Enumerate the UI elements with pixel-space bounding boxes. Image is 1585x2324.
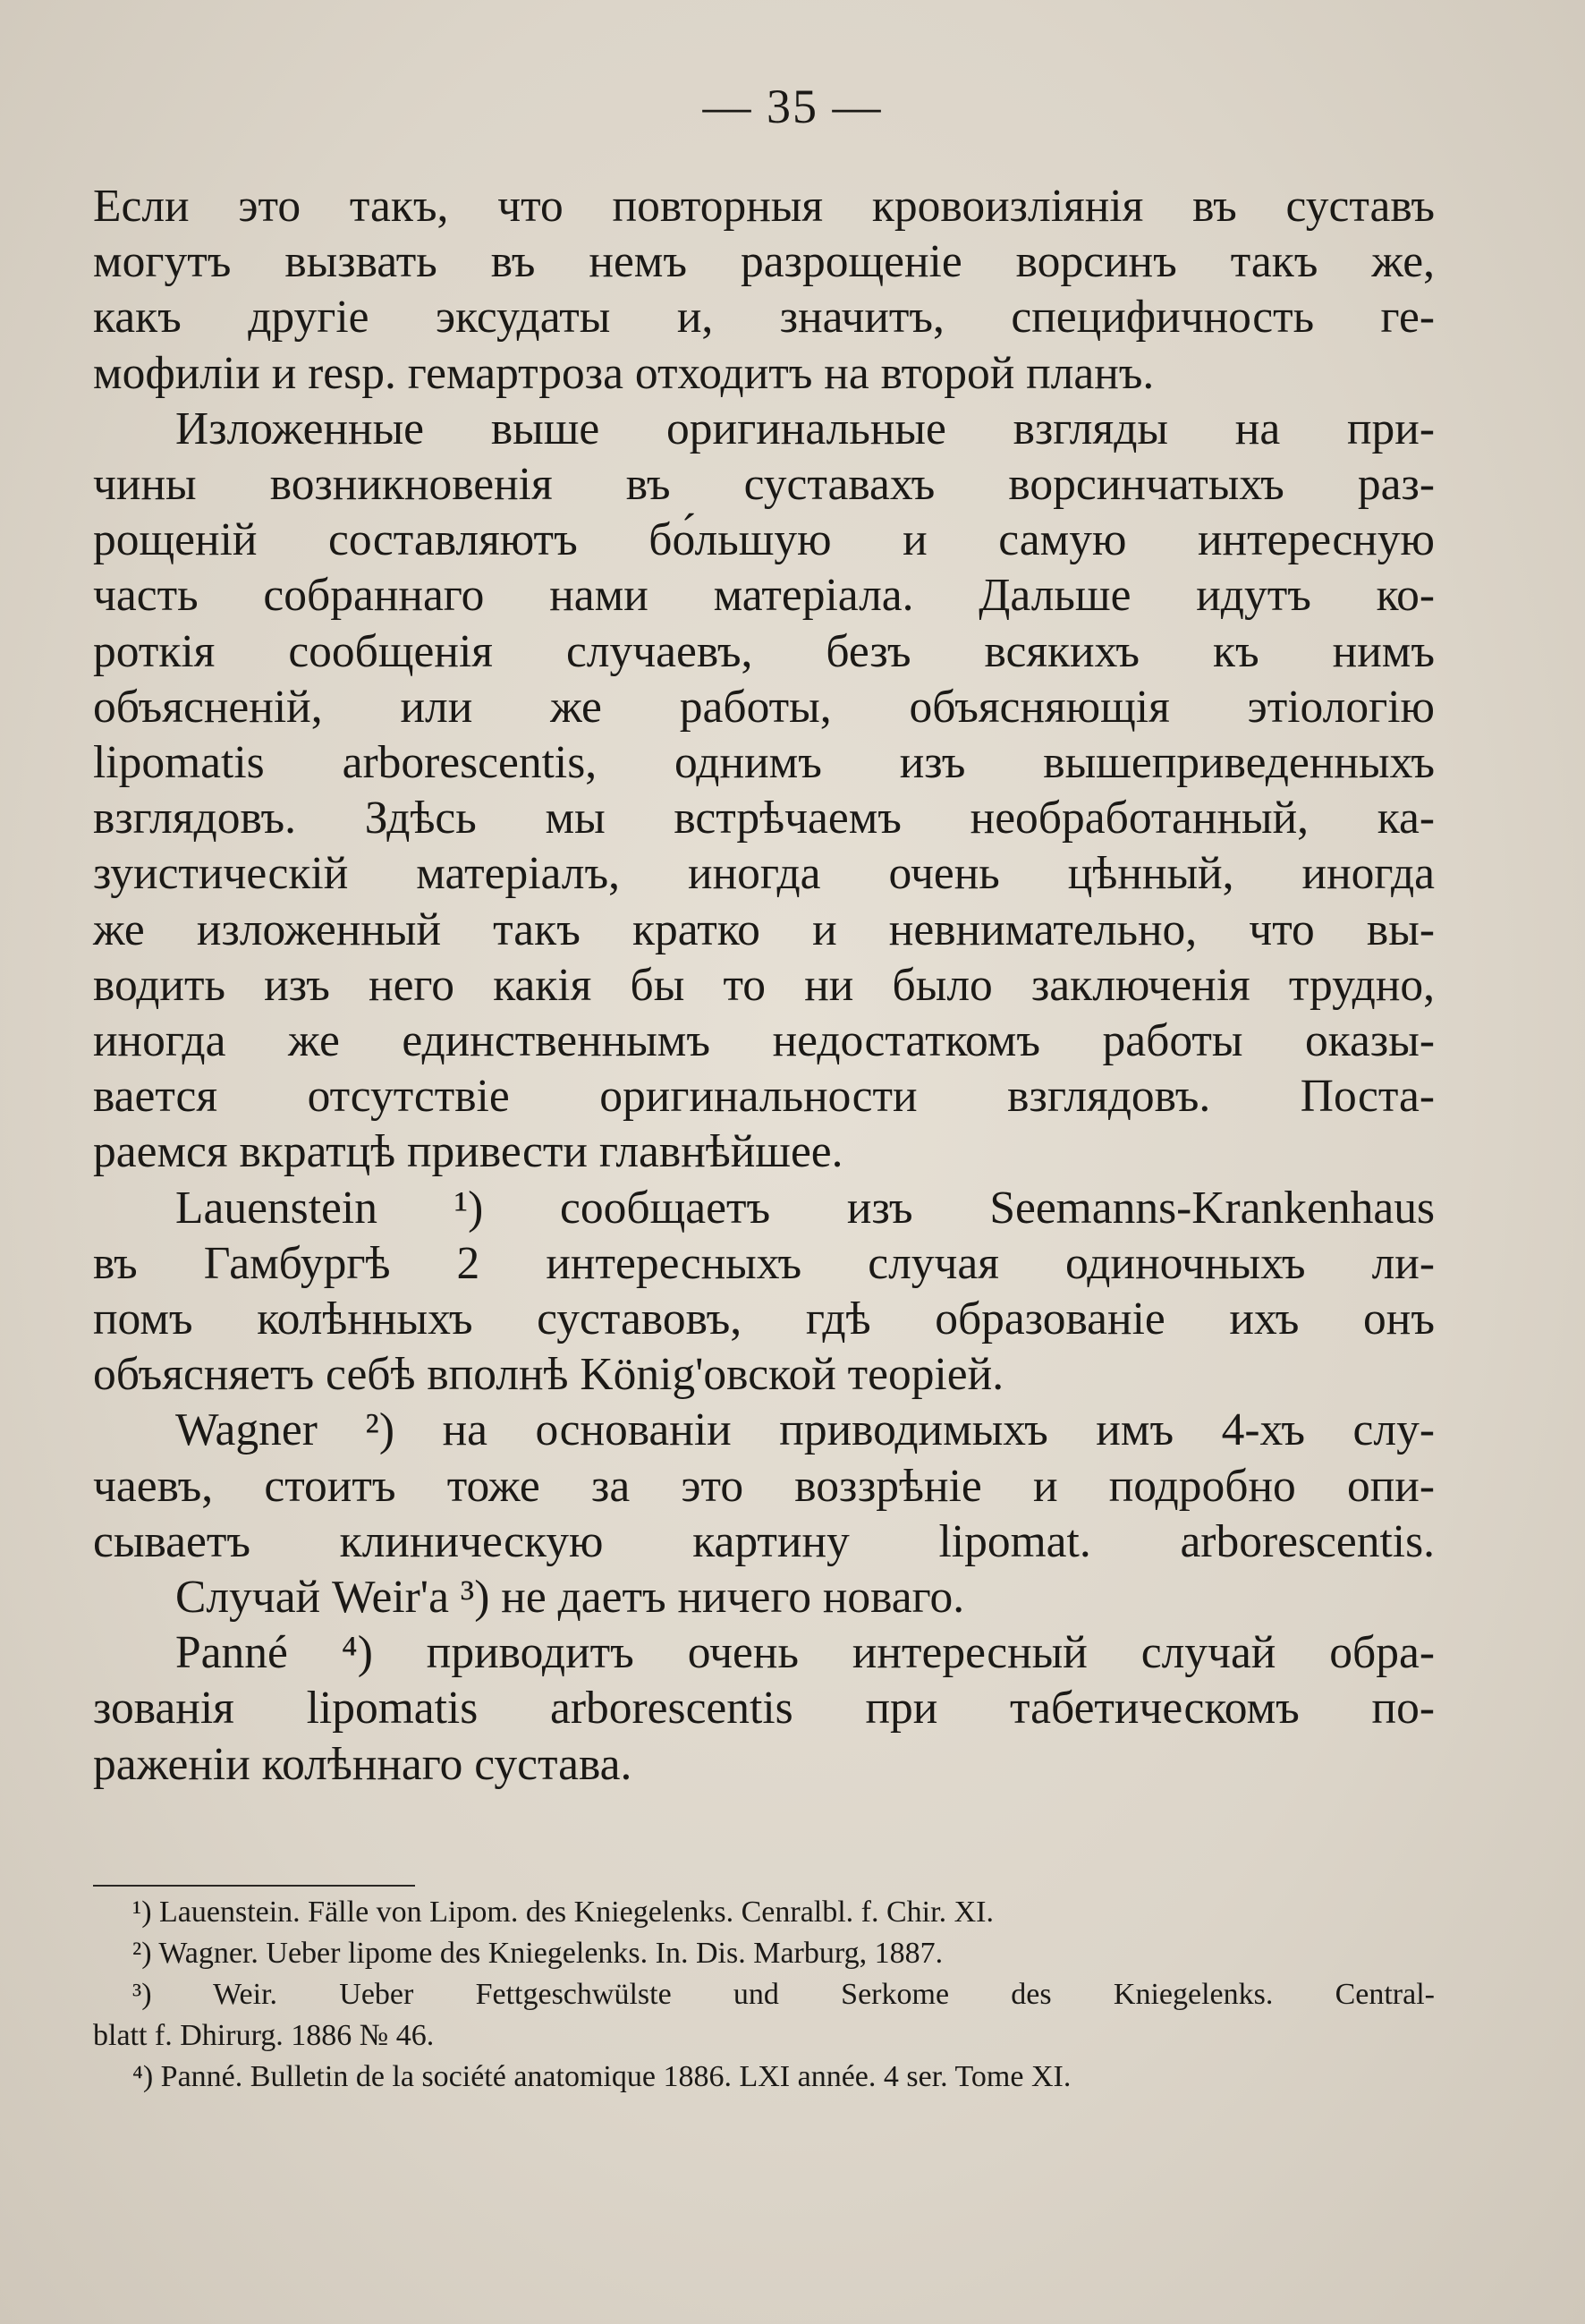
text-line: взглядовъ. Здѣсь мы встрѣчаемъ необработанный, ка- xyxy=(93,793,1435,844)
text-line: зуистическій матеріалъ, иногда очень цѣнный, иногда xyxy=(93,848,1435,900)
text-line: мофиліи и resp. гемартроза отходитъ на второй планъ. xyxy=(93,347,1155,399)
text-line: какъ другіе эксудаты и, значитъ, специфичность ге- xyxy=(93,292,1435,344)
text-line: чаевъ, стоитъ тоже за это воззрѣніе и подробно опи- xyxy=(93,1460,1435,1512)
text-line: часть собраннаго нами матеріала. Дальше идутъ ко- xyxy=(93,570,1435,622)
text-line: Lauenstein ¹) сообщаетъ изъ Seemanns-Krankenhaus xyxy=(175,1182,1435,1234)
footnotes xyxy=(93,1892,1435,2098)
text-line: Wagner ²) на основаніи приводимыхъ имъ 4-хъ слу- xyxy=(175,1404,1435,1456)
text-line: Изложенные выше оригинальные взгляды на при- xyxy=(175,403,1435,454)
footnote-line: ⁴) Panné. Bulletin de la société anatomique 1886. LXI année. 4 ser. Tome XI. xyxy=(132,2060,1072,2093)
text-line: раженіи колѣннаго сустава. xyxy=(93,1738,632,1790)
text-line: объясняетъ себѣ вполнѣ König'овской теоріей. xyxy=(93,1349,1004,1401)
footnote-divider xyxy=(93,1885,415,1887)
text-line: иногда же единственнымъ недостаткомъ работы оказы- xyxy=(93,1015,1435,1067)
text-line: Случай Weir'a ³) не даетъ ничего новаго. xyxy=(175,1572,965,1624)
text-line: помъ колѣнныхъ суставовъ, гдѣ образованіе ихъ онъ xyxy=(93,1293,1435,1345)
text-line: зованія lipomatis arborescentis при табетическомъ по- xyxy=(93,1683,1435,1735)
text-line: рощеній составляютъ бо́льшую и самую интересную xyxy=(93,514,1435,566)
body-text xyxy=(93,179,1435,1793)
footnote-line: ³) Weir. Ueber Fettgeschwülste und Serkome des Kniegelenks. Central- xyxy=(132,1978,1435,2011)
text-line: раемся вкратцѣ привести главнѣйшее. xyxy=(93,1126,843,1178)
text-line: вается отсутствіе оригинальности взглядовъ. Поста- xyxy=(93,1071,1435,1123)
footnote-line: blatt f. Dhirurg. 1886 № 46. xyxy=(93,2019,435,2052)
text-line: роткія сообщенія случаевъ, безъ всякихъ къ нимъ xyxy=(93,625,1435,677)
text-line: lipomatis arborescentis, однимъ изъ вышеприведенныхъ xyxy=(93,737,1435,789)
footnote-line: ¹) Lauenstein. Fälle von Lipom. des Kniegelenks. Cenralbl. f. Chir. XI. xyxy=(132,1896,994,1929)
page-number: — 35 — xyxy=(702,80,883,133)
text-line: сываетъ клиническую картину lipomat. arborescentis. xyxy=(93,1515,1435,1567)
text-line: водить изъ него какія бы то ни было заключенія трудно, xyxy=(93,959,1435,1011)
text-line: Если это такъ, что повторныя кровоизліянія въ суставъ xyxy=(93,181,1435,232)
text-line: могутъ вызвать въ немъ разрощеніе ворсинъ такъ же, xyxy=(93,236,1435,288)
text-line: чины возникновенія въ суставахъ ворсинчатыхъ раз- xyxy=(93,459,1435,511)
text-line: Panné ⁴) приводитъ очень интересный случай обра- xyxy=(175,1627,1435,1679)
footnote-line: ²) Wagner. Ueber lipome des Kniegelenks. In. Dis. Marburg, 1887. xyxy=(132,1937,944,1970)
text-line: въ Гамбургѣ 2 интересныхъ случая одиночныхъ ли- xyxy=(93,1237,1435,1289)
text-line: объясненій, или же работы, объясняющія этіологію xyxy=(93,681,1435,733)
text-line: же изложенный такъ кратко и невнимательно, что вы- xyxy=(93,903,1435,955)
